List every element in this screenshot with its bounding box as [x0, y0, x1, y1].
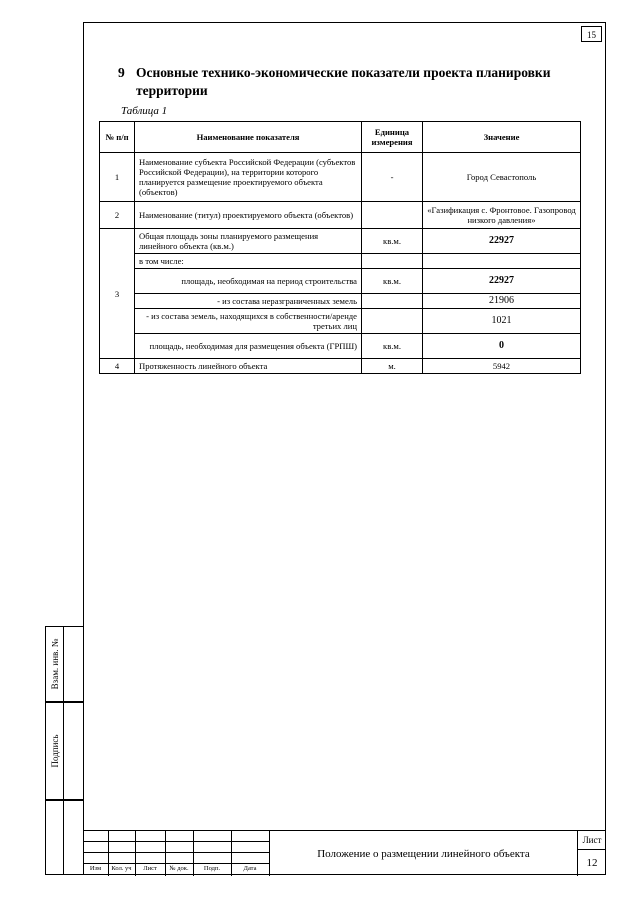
row4-value: 5942	[423, 359, 581, 374]
stamp-sign	[45, 702, 83, 800]
header-name: Наименование показателя	[135, 122, 362, 153]
row3-sub4-value: 21906	[423, 294, 581, 309]
section-number: 9	[118, 65, 125, 80]
page-number: 15	[581, 26, 602, 42]
stamp-sign-label-cell	[46, 703, 64, 799]
row1-unit: -	[362, 153, 423, 202]
row2-num: 2	[100, 202, 135, 229]
row3-sub4-name: - из состава неразграниченных земель	[135, 294, 362, 309]
row3-sub3-unit: кв.м.	[362, 269, 423, 294]
row4-num: 4	[100, 359, 135, 374]
row3-sub2-name: в том числе:	[135, 254, 362, 269]
table-row	[100, 202, 581, 229]
stamp-blank	[45, 800, 83, 875]
stamp-sign-label: Подпись	[49, 734, 60, 768]
row1-name: Наименование субъекта Российской Федерации (субъектов Российской Федерации), на территории которого планируется размещение проектируемого объекта (объектов)	[135, 153, 362, 202]
label-list: Лист	[143, 865, 157, 872]
table-row	[100, 254, 581, 269]
table-caption: Таблица 1	[121, 105, 168, 117]
stamp-blank-cell	[46, 801, 64, 874]
row3-sub6-value: 0	[423, 334, 581, 359]
row2-name: Наименование (титул) проектируемого объекта (объектов)	[135, 202, 362, 229]
row3-sub5-name: - из состава земель, находящихся в собственности/аренде третьих лиц	[135, 309, 362, 334]
label-doc: № док.	[169, 865, 189, 872]
row3-sub1-name: Общая площадь зоны планируемого размещения линейного объекта (кв.м.)	[135, 229, 362, 254]
row3-sub5-unit	[362, 309, 423, 334]
sheet-number: 12	[586, 857, 598, 869]
row1-value: Город Севастополь	[423, 153, 581, 202]
section-title-line2: территории	[136, 83, 208, 98]
label-izm: Изм	[89, 865, 102, 872]
header-value: Значение	[423, 122, 581, 153]
title-block	[83, 830, 606, 875]
row3-sub1-unit: кв.м.	[362, 229, 423, 254]
row2-value: «Газификация с. Фронтовое. Газопровод низкого давления»	[423, 202, 581, 229]
header-num: № п/п	[100, 122, 135, 153]
row3-sub5-value: 1021	[423, 309, 581, 334]
document-title: Положение о размещении линейного объекта	[269, 831, 577, 876]
table-row	[100, 359, 581, 374]
row2-unit	[362, 202, 423, 229]
indicators-table	[99, 121, 581, 374]
table-row	[100, 294, 581, 309]
row3-sub6-unit: кв.м.	[362, 334, 423, 359]
stamp-inv-label: Взам. инв. №	[49, 638, 60, 690]
stamp-inv-label-cell	[46, 627, 64, 701]
revision-grid	[83, 831, 269, 876]
table-row	[100, 153, 581, 202]
label-date: Дата	[243, 865, 257, 872]
table-row	[100, 334, 581, 359]
label-podp: Подп.	[203, 865, 221, 872]
stamp-inv	[45, 626, 83, 702]
row3-sub2-value	[423, 254, 581, 269]
row3-sub3-name: площадь, необходимая на период строительства	[135, 269, 362, 294]
row3-sub6-name: площадь, необходимая для размещения объекта (ГРПШ)	[135, 334, 362, 359]
row1-num: 1	[100, 153, 135, 202]
header-unit: Единица измерения	[362, 122, 423, 153]
row3-sub4-unit	[362, 294, 423, 309]
table-row	[100, 309, 581, 334]
section-title-line1: Основные технико-экономические показатели проекта планировки	[136, 65, 551, 80]
table-header-row	[100, 122, 581, 153]
row4-unit: м.	[362, 359, 423, 374]
row3-sub2-unit	[362, 254, 423, 269]
table-row	[100, 269, 581, 294]
row3-sub1-value: 22927	[423, 229, 581, 254]
label-kol: Кол. уч	[111, 865, 132, 872]
sheet-cell	[577, 831, 606, 876]
sheet-label: Лист	[578, 831, 606, 850]
table-row	[100, 229, 581, 254]
section-heading	[118, 64, 598, 100]
row3-sub3-value: 22927	[423, 269, 581, 294]
row4-name: Протяженность линейного объекта	[135, 359, 362, 374]
row3-num: 3	[100, 229, 135, 359]
